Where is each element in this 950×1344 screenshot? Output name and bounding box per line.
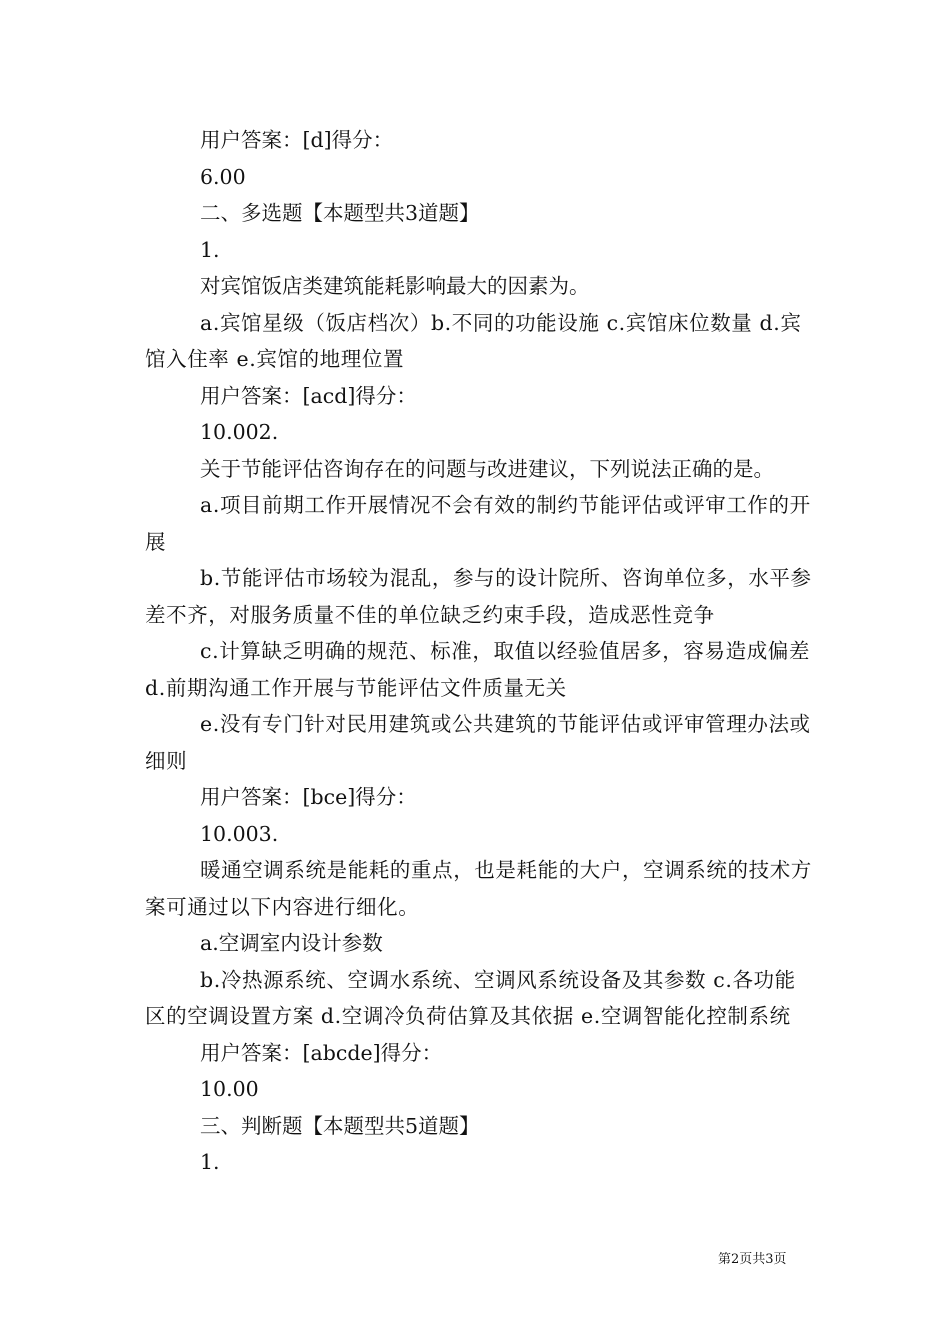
user-answer-line: 用户答案：[abcde]得分： [200,1040,443,1065]
question-text: 暖通空调系统是能耗的重点，也是耗能的大户，空调系统的技术方案可通过以下内容进行细化。 [145,858,812,919]
score-line: 10.002. [200,420,279,444]
user-answer-line: 用户答案：[d]得分： [200,128,394,152]
score-line: 6.00 [200,164,246,189]
question-number: 1. [200,1150,220,1174]
question-option: a.项目前期工作开展情况不会有效的制约节能评估或评审工作的开展 [145,493,811,554]
document-body [145,122,815,1181]
user-answer-line: 用户答案：[acd]得分： [200,383,417,408]
question-number: 1. [200,237,220,262]
section-heading: 二、多选题【本题型共3道题】 [200,201,480,225]
question-option: c.计算缺乏明确的规范、标准，取值以经验值居多，容易造成偏差 d.前期沟通工作开展与节能评估文件质量无关 [145,639,810,700]
score-line: 10.00 [200,1077,259,1101]
question-option: e.没有专门针对民用建筑或公共建筑的节能评估或评审管理办法或细则 [145,712,811,773]
question-option: b.节能评估市场较为混乱，参与的设计院所、咨询单位多，水平参差不齐，对服务质量不佳的单位缺乏约束手段，造成恶性竞争 [145,566,812,627]
score-line: 10.003. [200,821,279,846]
section-heading: 三、判断题【本题型共5道题】 [200,1113,480,1138]
question-options: a.宾馆星级（饭店档次）b.不同的功能设施 c.宾馆床位数量 d.宾馆入住率 e.宾馆的地理位置 [145,310,802,371]
question-text: 对宾馆饭店类建筑能耗影响最大的因素为。 [200,274,590,298]
question-text: 关于节能评估咨询存在的问题与改进建议，下列说法正确的是。 [200,456,774,481]
user-answer-line: 用户答案：[bce]得分： [200,785,417,809]
page-footer: 第2页共3页 [718,1252,787,1267]
question-option: a.空调室内设计参数 [200,931,383,955]
question-options: b.冷热源系统、空调水系统、空调风系统设备及其参数 c.各功能区的空调设置方案 d.空调冷负荷估算及其依据 e.空调智能化控制系统 [145,967,796,1028]
